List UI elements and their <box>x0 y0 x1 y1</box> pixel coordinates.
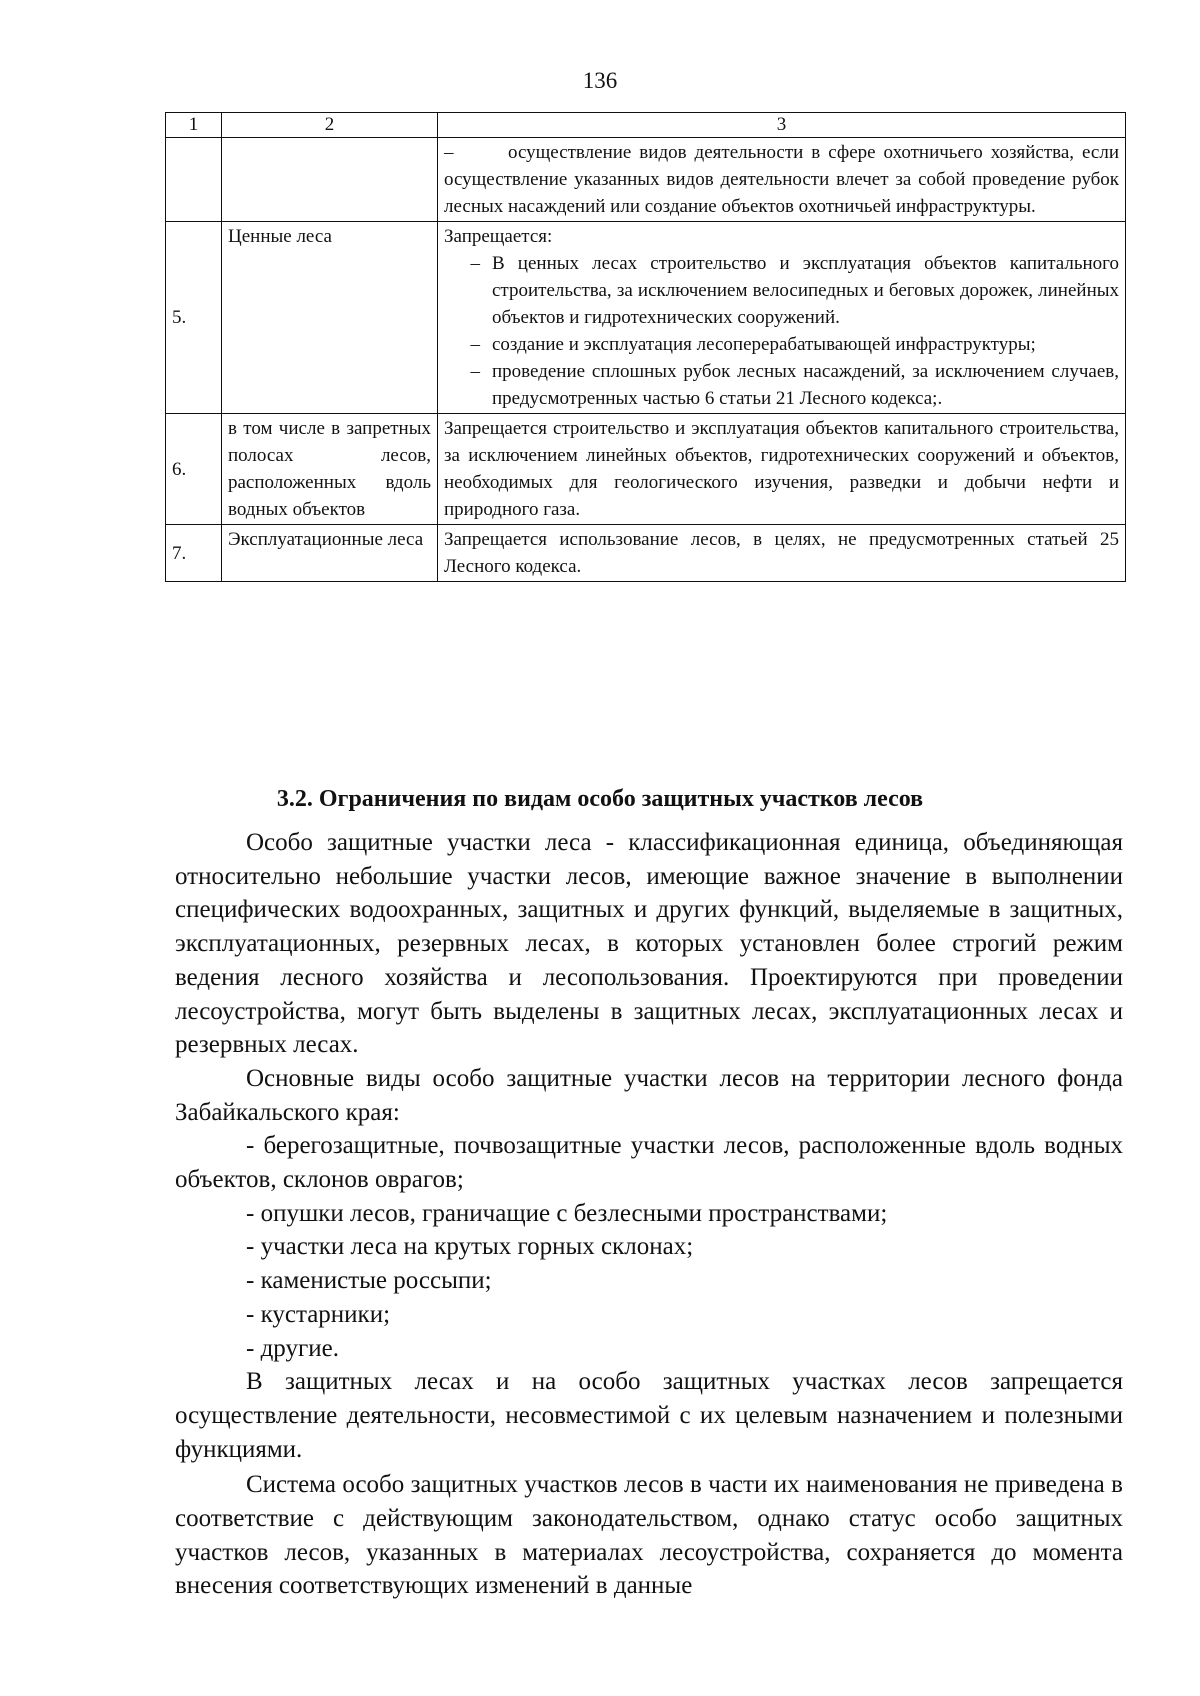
row-text: Запрещается строительство и эксплуатация объектов капитального строительства, за исключением линейных объектов, гидротехнических сооружений и объектов, необходимых для геологического изучения, разведки и добычи нефти и природного газа. <box>438 414 1126 525</box>
dash-marker: – <box>470 253 480 274</box>
list-item: - кустарники; <box>246 1300 391 1328</box>
table-row-5 <box>166 222 1126 414</box>
dash-marker: – <box>470 334 480 355</box>
row-name: Эксплуатационные леса <box>222 525 438 582</box>
table-row-continuation <box>166 138 1126 222</box>
list-item: - участки леса на крутых горных склонах; <box>246 1233 694 1261</box>
row-num: 5. <box>166 222 222 414</box>
row-text-cell <box>438 138 1126 222</box>
row-text: Запрещается использование лесов, в целях, не предусмотренных статьей 25 Лесного кодекса. <box>438 525 1126 582</box>
row-name: в том числе в запретных полосах лесов, расположенных вдоль водных объектов <box>222 414 438 525</box>
page-number: 136 <box>582 68 618 93</box>
section-body <box>175 826 1123 1603</box>
list-item: - берегозащитные, почвозащитные участки лесов, расположенные вдоль водных объектов, склонов оврагов; <box>175 1132 1123 1194</box>
restrictions-table <box>165 112 1126 582</box>
header-cell-1: 1 <box>166 113 222 138</box>
header-cell-2: 2 <box>222 113 438 138</box>
row-name: Ценные леса <box>222 222 438 414</box>
row-intro: Запрещается: <box>444 226 553 247</box>
list-item: - другие. <box>246 1334 339 1362</box>
table-row-6 <box>166 414 1126 525</box>
continuation-text: осуществление видов деятельности в сфере охотничьего хозяйства, если осуществление указанных видов деятельности влечет за собой проведение рубок лесных насаждений или создание объектов охотничьей инфраструктуры. <box>444 142 1119 217</box>
list-item: - каменистые россыпи; <box>246 1267 492 1295</box>
continuation-dash: – <box>444 142 454 163</box>
row-text-cell <box>438 222 1126 414</box>
list-item <box>444 250 1119 331</box>
row-num-cell <box>166 138 222 222</box>
paragraph: Особо защитные участки леса - классификационная единица, объединяющая относительно небольшие участки лесов, имеющие важное значение в выполнении специфических водоохранных, защитных и других функций, выделяемые в защитных, эксплуатационных, резервных лесах, в которых установлен более строгий режим ведения лесного хозяйства и лесопользования. Проектируются при проведении лесоустройства, могут быть выделены в защитных лесах, эксплуатационных лесах и резервных лесах. <box>175 829 1123 1059</box>
list-item <box>444 358 1119 412</box>
row-num: 6. <box>166 414 222 525</box>
table-row-7 <box>166 525 1126 582</box>
paragraph: В защитных лесах и на особо защитных участках лесов запрещается осуществление деятельности, несовместимой с их целевым назначением и полезными функциями. <box>175 1368 1123 1463</box>
row-num: 7. <box>166 525 222 582</box>
row-name-cell <box>222 138 438 222</box>
paragraph: Основные виды особо защитные участки лесов на территории лесного фонда Забайкальского края: <box>175 1064 1123 1126</box>
list-item-text: В ценных лесах строительство и эксплуатация объектов капитального строительства, за исключением велосипедных и беговых дорожек, линейных объектов и гидротехнических сооружений. <box>492 253 1119 328</box>
list-item: - опушки лесов, граничащие с безлесными пространствами; <box>246 1199 888 1227</box>
list-item <box>444 331 1119 358</box>
list-item-text: проведение сплошных рубок лесных насаждений, за исключением случаев, предусмотренных частью 6 статьи 21 Лесного кодекса;. <box>492 361 1119 409</box>
header-cell-3: 3 <box>438 113 1126 138</box>
table-header-row <box>166 113 1126 138</box>
paragraph: Система особо защитных участков лесов в части их наименования не приведена в соответствие с действующим законодательством, однако статус особо защитных участков лесов, указанных в материалах лесоустройства, сохраняется до момента внесения соответствующих изменений в данные <box>175 1471 1123 1600</box>
list-item-text: создание и эксплуатация лесоперерабатывающей инфраструктуры; <box>492 334 1036 355</box>
dash-marker: – <box>470 361 480 382</box>
section-title: 3.2. Ограничения по видам особо защитных участков лесов <box>276 786 924 812</box>
